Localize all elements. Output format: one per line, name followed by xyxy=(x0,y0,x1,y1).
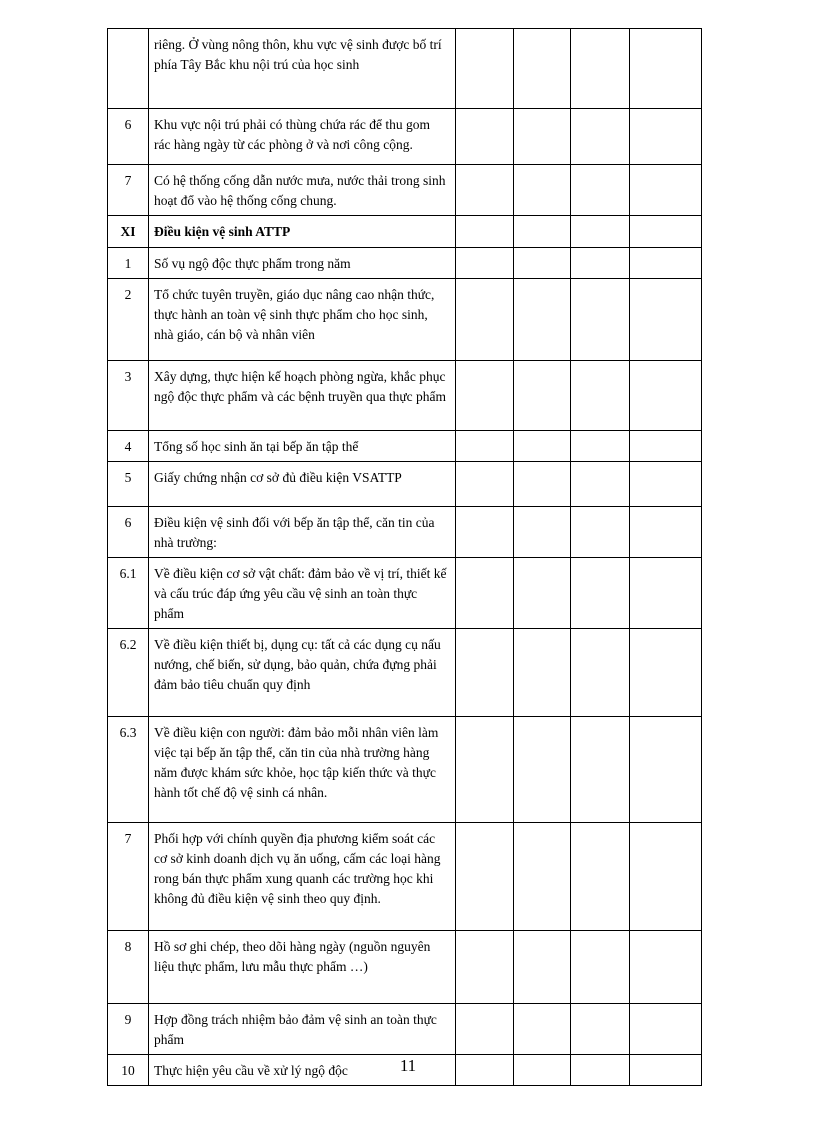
row-number: 5 xyxy=(108,462,149,507)
empty-cell xyxy=(456,165,514,216)
empty-cell xyxy=(514,279,571,361)
criterion-text: Có hệ thống cống dẫn nước mưa, nước thải trong sinh hoạt đổ vào hệ thống cống chung. xyxy=(149,165,456,216)
table-row xyxy=(108,717,702,823)
empty-cell xyxy=(630,717,702,823)
row-number: 7 xyxy=(108,823,149,931)
criterion-text: Về điều kiện thiết bị, dụng cụ: tất cả các dụng cụ nấu nướng, chế biến, sử dụng, bảo quản, chứa đựng phải đảm bảo tiêu chuẩn quy định xyxy=(149,629,456,717)
row-number: 6 xyxy=(108,507,149,558)
row-number: 9 xyxy=(108,1004,149,1055)
empty-cell xyxy=(571,629,630,717)
empty-cell xyxy=(514,629,571,717)
row-number: 6.1 xyxy=(108,558,149,629)
table-row xyxy=(108,558,702,629)
empty-cell xyxy=(514,558,571,629)
empty-cell xyxy=(571,823,630,931)
empty-cell xyxy=(571,462,630,507)
criterion-text: Tổ chức tuyên truyền, giáo dục nâng cao nhận thức, thực hành an toàn vệ sinh thực phẩm cho học sinh, nhà giáo, cán bộ và nhân viên xyxy=(149,279,456,361)
table-row xyxy=(108,1004,702,1055)
empty-cell xyxy=(571,109,630,165)
empty-cell xyxy=(630,248,702,279)
empty-cell xyxy=(514,109,571,165)
criterion-text: Tổng số học sinh ăn tại bếp ăn tập thể xyxy=(149,431,456,462)
table-row xyxy=(108,462,702,507)
table-row xyxy=(108,109,702,165)
table-body xyxy=(108,29,702,1086)
empty-cell xyxy=(630,629,702,717)
empty-cell xyxy=(456,248,514,279)
table-row xyxy=(108,931,702,1004)
empty-cell xyxy=(456,507,514,558)
row-number: 2 xyxy=(108,279,149,361)
empty-cell xyxy=(630,823,702,931)
empty-cell xyxy=(456,462,514,507)
row-number: 3 xyxy=(108,361,149,431)
criterion-text: Xây dựng, thực hiện kế hoạch phòng ngừa, khắc phục ngộ độc thực phẩm và các bệnh truyền qua thực phẩm xyxy=(149,361,456,431)
empty-cell xyxy=(514,248,571,279)
criterion-text: Số vụ ngộ độc thực phẩm trong năm xyxy=(149,248,456,279)
empty-cell xyxy=(456,431,514,462)
empty-cell xyxy=(456,823,514,931)
empty-cell xyxy=(514,1004,571,1055)
empty-cell xyxy=(456,29,514,109)
table-row xyxy=(108,279,702,361)
row-number: 7 xyxy=(108,165,149,216)
row-number: XI xyxy=(108,216,149,248)
empty-cell xyxy=(571,29,630,109)
empty-cell xyxy=(571,361,630,431)
empty-cell xyxy=(571,279,630,361)
page-number: 11 xyxy=(399,1056,417,1075)
empty-cell xyxy=(571,431,630,462)
empty-cell xyxy=(456,931,514,1004)
empty-cell xyxy=(514,507,571,558)
empty-cell xyxy=(514,361,571,431)
row-number: 8 xyxy=(108,931,149,1004)
row-number: 6.3 xyxy=(108,717,149,823)
empty-cell xyxy=(571,558,630,629)
empty-cell xyxy=(571,248,630,279)
checklist-table xyxy=(107,28,702,1086)
criterion-text: Hợp đồng trách nhiệm bảo đảm vệ sinh an toàn thực phẩm xyxy=(149,1004,456,1055)
empty-cell xyxy=(514,216,571,248)
empty-cell xyxy=(630,431,702,462)
empty-cell xyxy=(456,629,514,717)
empty-cell xyxy=(456,279,514,361)
empty-cell xyxy=(571,216,630,248)
empty-cell xyxy=(456,361,514,431)
criterion-text: Điều kiện vệ sinh đối với bếp ăn tập thể, căn tin của nhà trường: xyxy=(149,507,456,558)
table-row xyxy=(108,629,702,717)
empty-cell xyxy=(571,717,630,823)
empty-cell xyxy=(571,165,630,216)
criterion-text: Về điều kiện cơ sở vật chất: đảm bảo về vị trí, thiết kế và cấu trúc đáp ứng yêu cầu vệ sinh an toàn thực phẩm xyxy=(149,558,456,629)
table-row xyxy=(108,507,702,558)
empty-cell xyxy=(571,931,630,1004)
section-row xyxy=(108,216,702,248)
empty-cell xyxy=(456,558,514,629)
empty-cell xyxy=(514,717,571,823)
row-number xyxy=(108,29,149,109)
empty-cell xyxy=(630,931,702,1004)
criterion-text: Giấy chứng nhận cơ sở đủ điều kiện VSATTP xyxy=(149,462,456,507)
empty-cell xyxy=(630,361,702,431)
table-row xyxy=(108,823,702,931)
empty-cell xyxy=(456,216,514,248)
criterion-text: Phối hợp với chính quyền địa phương kiểm soát các cơ sở kinh doanh dịch vụ ăn uống, cấm các loại hàng rong bán thực phẩm xung quanh các trường học khi không đủ điều kiện vệ sinh theo quy định. xyxy=(149,823,456,931)
criterion-text: Hồ sơ ghi chép, theo dõi hàng ngày (nguồn nguyên liệu thực phẩm, lưu mẫu thực phẩm …) xyxy=(149,931,456,1004)
table-row xyxy=(108,431,702,462)
empty-cell xyxy=(456,1004,514,1055)
row-number: 1 xyxy=(108,248,149,279)
empty-cell xyxy=(571,1004,630,1055)
empty-cell xyxy=(630,507,702,558)
row-number: 6 xyxy=(108,109,149,165)
row-number: 10 xyxy=(108,1055,149,1086)
empty-cell xyxy=(514,29,571,109)
empty-cell xyxy=(630,29,702,109)
criterion-text: Điều kiện vệ sinh ATTP xyxy=(149,216,456,248)
criterion-text: Thực hiện yêu cầu về xử lý ngộ độc xyxy=(149,1055,456,1086)
empty-cell xyxy=(630,109,702,165)
empty-cell xyxy=(630,558,702,629)
empty-cell xyxy=(630,165,702,216)
empty-cell xyxy=(630,1004,702,1055)
criterion-text: riêng. Ở vùng nông thôn, khu vực vệ sinh được bố trí phía Tây Bắc khu nội trú của học sinh xyxy=(149,29,456,109)
empty-cell xyxy=(630,462,702,507)
empty-cell xyxy=(514,165,571,216)
criterion-text: Khu vực nội trú phải có thùng chứa rác để thu gom rác hàng ngày từ các phòng ở và nơi công cộng. xyxy=(149,109,456,165)
empty-cell xyxy=(456,109,514,165)
table-row xyxy=(108,29,702,109)
empty-cell xyxy=(630,279,702,361)
table-row xyxy=(108,248,702,279)
row-number: 6.2 xyxy=(108,629,149,717)
table-row xyxy=(108,361,702,431)
empty-cell xyxy=(514,931,571,1004)
criterion-text: Về điều kiện con người: đảm bảo mỗi nhân viên làm việc tại bếp ăn tập thể, căn tin của nhà trường hàng năm được khám sức khỏe, học tập kiến thức và thực hành tốt chế độ vệ sinh cá nhân. xyxy=(149,717,456,823)
table-row xyxy=(108,165,702,216)
row-number: 4 xyxy=(108,431,149,462)
empty-cell xyxy=(514,431,571,462)
empty-cell xyxy=(514,823,571,931)
empty-cell xyxy=(514,462,571,507)
empty-cell xyxy=(456,717,514,823)
empty-cell xyxy=(571,507,630,558)
empty-cell xyxy=(630,216,702,248)
